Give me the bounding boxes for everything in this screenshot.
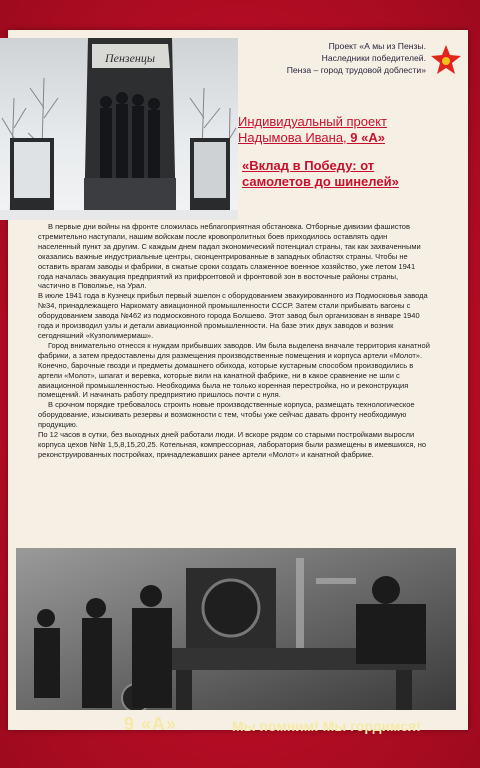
body-paragraph: В срочном порядке требовалось строить новые производственные корпуса, размещать технологическое оборудование, изыскивать резервы и возможности с тем, чтобы уже сейчас давать фронту необходимую продукцию.: [38, 400, 415, 430]
author-line-1: Индивидуальный проект: [238, 114, 387, 129]
monument-photo: [0, 38, 238, 220]
author-name: Надымова Ивана,: [238, 130, 347, 145]
project-note: [246, 40, 426, 76]
footer-class-label: 9 «А»: [124, 714, 178, 734]
body-paragraph: По 12 часов в сутки, без выходных дней работали люди. И вскоре рядом со старыми постройками выросли корпуса цехов №№ 1,5,8,15,20,25. Котельная, компрессорная, лаборатория были размещены в имевшихся, но реконструированных постройках, принадлежавших ранее артели «Молот» и канатной фабрике.: [38, 430, 427, 459]
monument-illustration: [0, 38, 238, 220]
body-text: [38, 222, 430, 460]
body-paragraph: В первые дни войны на фронте сложилась неблагоприятная обстановка. Отборные дивизии фашистов стремительно наступали, нашим войскам после кровопролитных боев приходилось оставлять один населенный пункт за другим. С каждым днем падал экономический потенциал страны, так как захваченными оказались важные индустриальные центры, сконцентрированные в западных областях страны. Чтобы не оставить врагам заводы и фабрики, в сжатые сроки создать слаженное военное хозяйство, уже летом 1941 года началась эвакуация предприятий из прифронтовой и фронтовой зон в восточные районы страны, частично в Поволжье, на Урал.: [38, 222, 421, 291]
body-paragraph: Город внимательно отнесся к нуждам прибывших заводов. Им была выделена вначале территория канатной фабрики, а затем предоставлены для размещения производственные помещения и корпуса артели «Молот».: [38, 340, 430, 360]
factory-illustration: [16, 548, 456, 710]
body-paragraph: Конечно, барочные гвозди и предметы домашнего обихода, которые кустарным способом производились в артели «Молот», шпагат и веревка, которые вили на канатной фабрике, ни в какое сравнение не шли с авиационной промышленностью. Необходима была не только коренная перестройка, но и реконструкция помещений. И начинать работу предприятию пришлось почти с нуля.: [38, 360, 414, 400]
star-icon: [430, 44, 462, 76]
author-class: 9 «А»: [346, 130, 385, 145]
footer-slogan: Мы помним! Мы гордимся!: [232, 718, 421, 734]
project-note-line: Проект «А мы из Пензы.: [328, 41, 426, 51]
author-block: [238, 114, 438, 146]
body-paragraph: В июле 1941 года в Кузнецк прибыл первый эшелон с оборудованием эвакуированного из Подмосковья завода №34, принадлежащего Наркомату авиационной промышленности СССР. Затем стали прибывать вагоны с оборудованием завода №462 из подмосковного города Болшево. Этот завод был организован в январе 1940 года и производил узлы и детали авиационной промышленности. На базе этих двух заводов и возник сегодняшний «Кузполимермаш».: [38, 291, 428, 340]
factory-photo: [16, 548, 456, 710]
monument-plaque-text: Пензенцы: [104, 51, 156, 65]
project-note-line: Наследники победителей.: [321, 53, 426, 63]
project-note-line: Пенза – город трудовой доблести»: [286, 65, 426, 75]
author-line-2: [238, 130, 438, 146]
project-title: «Вклад в Победу: от самолетов до шинелей»: [242, 158, 399, 189]
